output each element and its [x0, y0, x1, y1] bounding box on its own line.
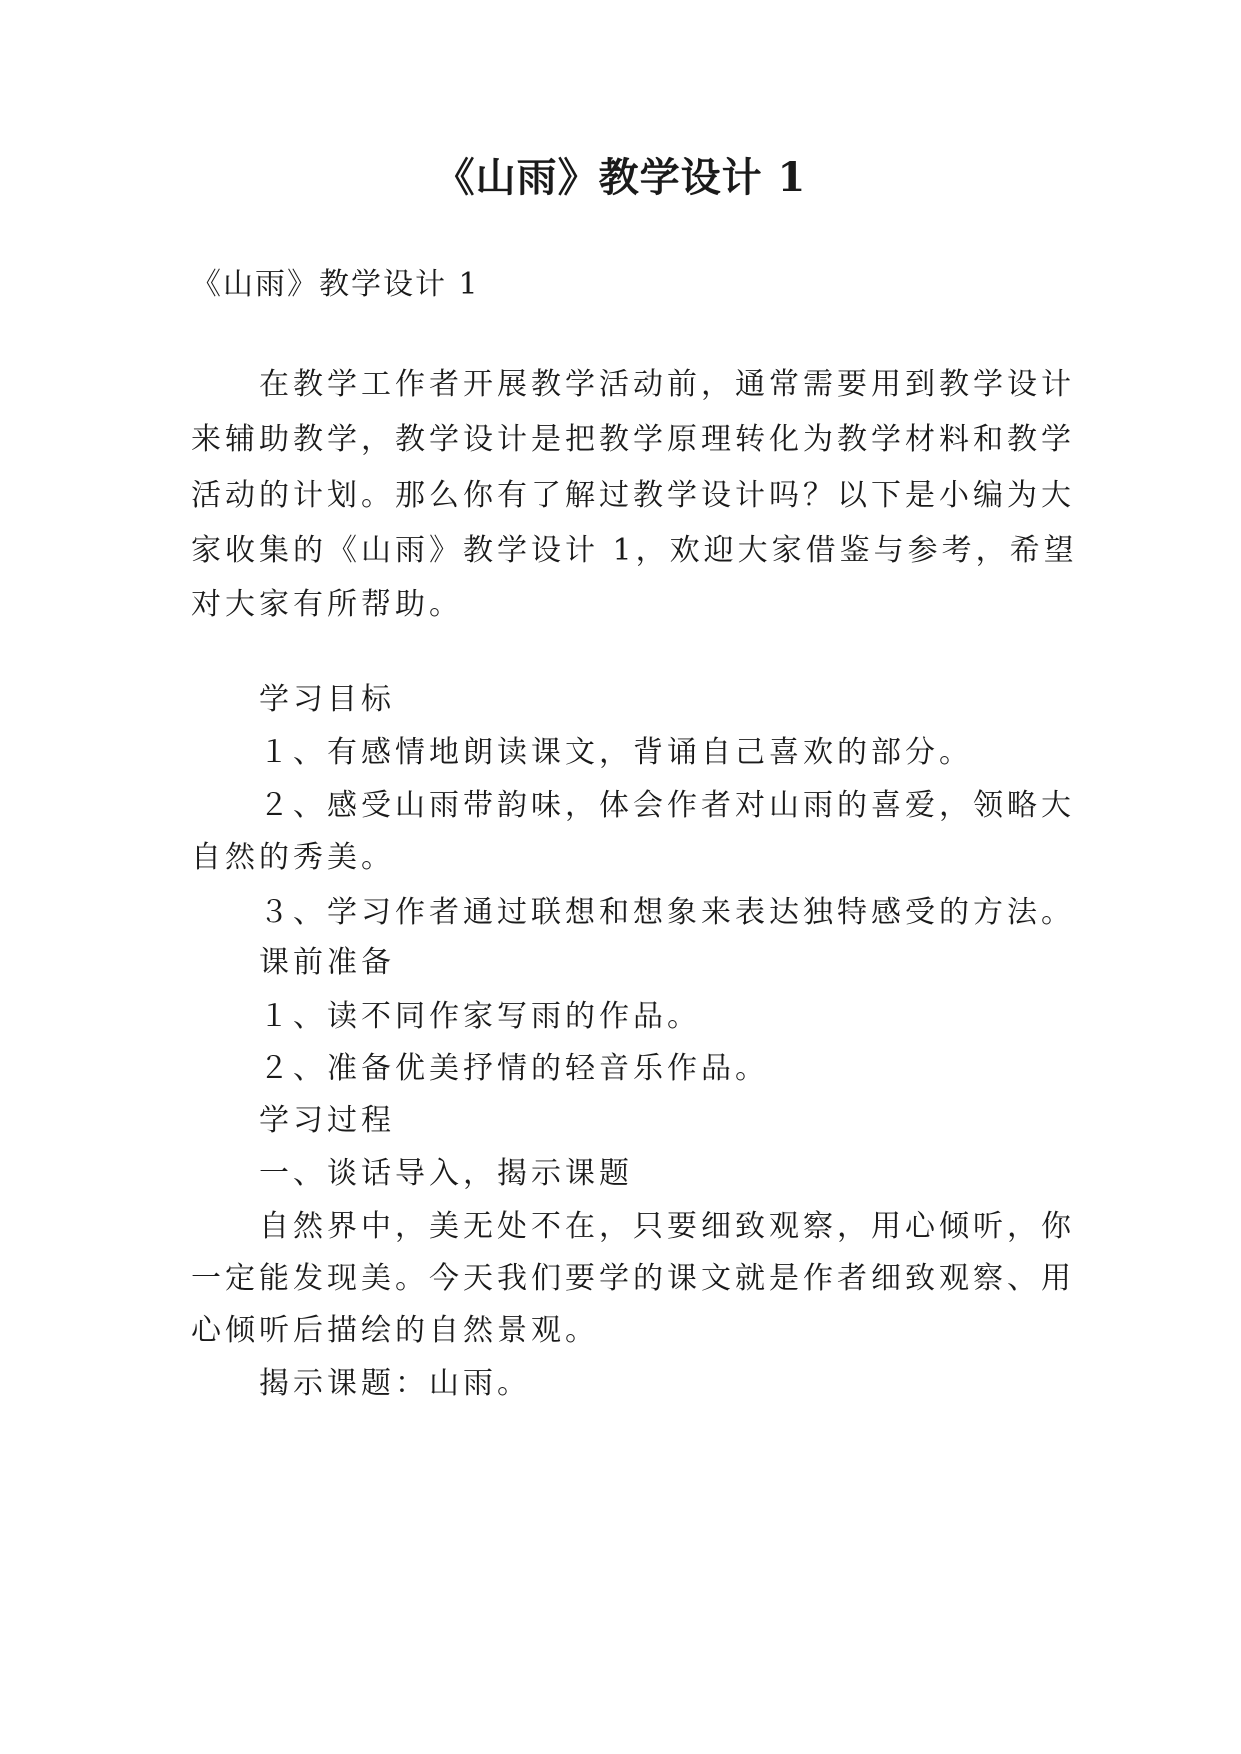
step-line: 心倾听后描绘的自然景观。: [191, 1313, 599, 1348]
intro-line: 来辅助教学，教学设计是把教学原理转化为教学材料和教学: [191, 422, 1075, 457]
goal-item: ２、感受山雨带韵味，体会作者对山雨的喜爱，领略大: [191, 788, 1075, 823]
goal-item: １、有感情地朗读课文，背诵自己喜欢的部分。: [191, 735, 973, 770]
intro-line: 在教学工作者开展教学活动前，通常需要用到教学设计: [191, 367, 1075, 402]
process-heading: 学习过程: [191, 1103, 395, 1138]
step-reveal: 揭示课题：山雨。: [191, 1366, 531, 1401]
goal-item-continued: 自然的秀美。: [191, 840, 395, 875]
document-subtitle: 《山雨》教学设计 1: [191, 267, 480, 302]
goal-item: ３、学习作者通过联想和想象来表达独特感受的方法。: [191, 895, 1075, 930]
prep-item: １、读不同作家写雨的作品。: [191, 999, 701, 1034]
prep-item: ２、准备优美抒情的轻音乐作品。: [191, 1051, 769, 1086]
goals-heading: 学习目标: [191, 682, 395, 717]
prep-heading: 课前准备: [191, 945, 395, 980]
intro-line: 活动的计划。那么你有了解过教学设计吗？以下是小编为大: [191, 478, 1075, 513]
intro-line: 家收集的《山雨》教学设计 1，欢迎大家借鉴与参考，希望: [191, 533, 1078, 568]
step-line: 自然界中，美无处不在，只要细致观察，用心倾听，你: [191, 1209, 1075, 1244]
document-title: 《山雨》教学设计 1: [434, 154, 807, 201]
intro-line: 对大家有所帮助。: [191, 587, 463, 622]
step-heading: 一、谈话导入，揭示课题: [191, 1156, 633, 1191]
step-line: 一定能发现美。今天我们要学的课文就是作者细致观察、用: [191, 1261, 1075, 1296]
